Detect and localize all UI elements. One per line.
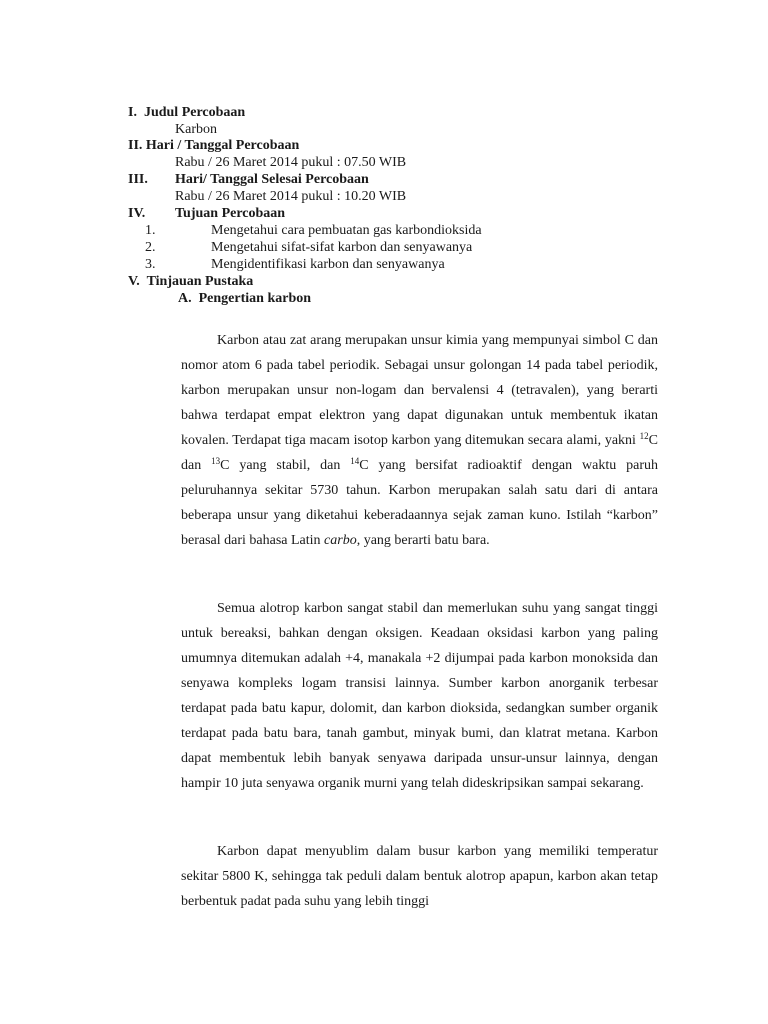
objective-3-number: 3. [145, 257, 156, 272]
objective-2-number: 2. [145, 240, 156, 255]
section-3-content: Rabu / 26 Maret 2014 pukul : 10.20 WIB [175, 189, 407, 204]
isotope-12-superscript: 12 [639, 431, 649, 441]
latin-term: carbo [324, 533, 357, 548]
objective-1-number: 1. [145, 223, 156, 238]
section-1-title: Judul Percobaan [143, 105, 246, 120]
objective-3-text: Mengidentifikasi karbon dan senyawanya [211, 257, 445, 272]
subsection-a-heading [178, 290, 311, 307]
section-3-title: Hari/ Tanggal Selesai Percobaan [175, 172, 369, 187]
paragraph-1-part-a: Karbon atau zat arang merupakan unsur kimia yang mempunyai simbol C dan nomor atom 6 pada tabel periodik. Sebagai unsur golongan 14 pada tabel periodik, karbon merupakan unsur non-logam dan bervalensi 4 (tetravalen), yang berarti bahwa terdapat empat elektron yang dapat digunakan untuk membentuk ikatan kovalen. Terdapat tiga macam isotop karbon yang ditemukan secara alami, yakni [181, 333, 658, 448]
objective-2-text: Mengetahui sifat-sifat karbon dan senyawanya [211, 240, 473, 255]
paragraph-1-part-c: C yang stabil, dan [220, 458, 351, 473]
section-1-content: Karbon [175, 122, 217, 137]
paragraph-1 [181, 328, 658, 553]
paragraph-3-text: Karbon dapat menyublim dalam busur karbon yang memiliki temperatur sekitar 5800 K, sehingga tak peduli dalam bentuk alotrop apapun, karbon akan tetap berbentuk padat pada suhu yang lebih tinggi [181, 844, 658, 909]
section-2-title: Hari / Tanggal Percobaan [145, 138, 300, 153]
section-1-number: I. [128, 105, 137, 120]
paragraph-3 [181, 839, 658, 914]
subsection-a-title: Pengertian karbon [198, 291, 312, 306]
section-5-title: Tinjauan Pustaka [146, 274, 254, 289]
section-5-heading [128, 273, 253, 290]
subsection-a-number: A. [178, 291, 192, 306]
section-5-number: V. [128, 274, 140, 289]
section-2-heading [128, 137, 299, 154]
isotope-13-superscript: 13 [211, 456, 221, 466]
section-4-title: Tujuan Percobaan [175, 206, 286, 221]
section-2-number: II. [128, 138, 143, 153]
paragraph-1-part-b: C dan [181, 433, 658, 473]
paragraph-2-text: Semua alotrop karbon sangat stabil dan memerlukan suhu yang sangat tinggi untuk bereaksi, bahkan dengan oksigen. Keadaan oksidasi karbon yang paling umumnya ditemukan adalah +4, manakala +2 dijumpai pada karbon monoksida dan senyawa kompleks logam transisi lainnya. Sumber karbon anorganik terbesar terdapat pada batu kapur, dolomit, dan karbon dioksida, sedangkan sumber organik terdapat pada batu bara, tanah gambut, minyak bumi, dan klatrat metana. Karbon dapat membentuk lebih banyak senyawa daripada unsur-unsur lainnya, dengan hampir 10 juta senyawa organik murni yang telah dideskripsikan sampai sekarang. [181, 601, 658, 791]
section-3-number: III. [128, 172, 148, 187]
paragraph-1-part-e: , yang berarti batu bara. [356, 533, 490, 548]
paragraph-1-part-d: C yang bersifat radioaktif dengan waktu paruh peluruhannya sekitar 5730 tahun. Karbon merupakan salah satu dari di antara beberapa unsur yang diketahui keberadaannya sejak zaman kuno. Istilah “karbon” berasal dari bahasa Latin [181, 458, 658, 548]
section-1-heading [128, 104, 245, 121]
section-2-content: Rabu / 26 Maret 2014 pukul : 07.50 WIB [175, 155, 407, 170]
objective-1-text: Mengetahui cara pembuatan gas karbondioksida [211, 223, 482, 238]
paragraph-2 [181, 596, 658, 796]
isotope-14-superscript: 14 [350, 456, 360, 466]
section-4-number: IV. [128, 206, 146, 221]
